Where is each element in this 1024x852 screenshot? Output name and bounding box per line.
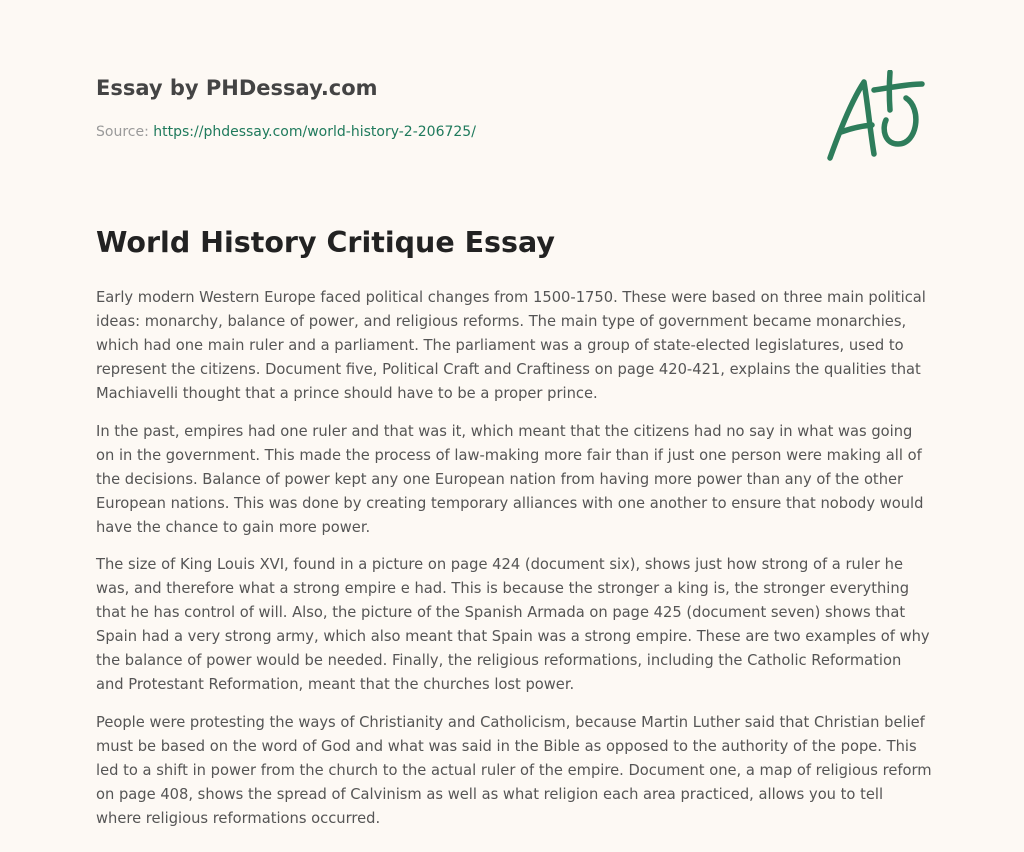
essay-paragraph: In the past, empires had one ruler and that was it, which meant that the citizens had no say in what was going on in the government. This made the process of law-making more fair than if just one person were making all of the decisions. Balance of power kept any one European nation from having more power than any of the other European nations. This was done by creating temporary alliances with one another to ensure that nobody would have the chance to gain more power. <box>96 422 924 536</box>
essay-paragraph: People were protesting the ways of Christianity and Catholicism, because Martin Luther said that Christian belief must be based on the word of God and what was said in the Bible as opposed to the authority of the pope. This led to a shift in power from the church to the actual ruler of the empire. Document one, a map of religious reform on page 408, shows the spread of Calvinism as well as what religion each area practiced, allows you to tell where religious reformations occurred. <box>96 713 932 827</box>
a-plus-logo-icon <box>826 70 926 162</box>
essay-paragraph: Early modern Western Europe faced political changes from 1500-1750. These were based on three main political ideas: monarchy, balance of power, and religious reforms. The main type of government became monarchies, which had one main ruler and a parliament. The parliament was a group of state-elected legislatures, used to represent the citizens. Document five, Political Craft and Craftiness on page 420-421, explains the qualities that Machiavelli thought that a prince should have to be a proper prince. <box>96 289 926 402</box>
source-link[interactable]: https://phdessay.com/world-history-2-206725/ <box>153 124 476 140</box>
essay-paragraph: The size of King Louis XVI, found in a picture on page 424 (document six), shows just how strong of a ruler he was, and therefore what a strong empire e had. This is because the stronger a king is, the stronger everything that he has control of will. Also, the picture of the Spanish Armada on page 425 (document seven) shows that Spain had a very strong army, which also meant that Spain was a strong empire. These are two examples of why the balance of power would be needed. Finally, the religious reformations, including the Catholic Reformation and Protestant Reformation, meant that the churches lost power. <box>96 556 930 693</box>
essay-title: World History Critique Essay <box>96 226 555 259</box>
source-line <box>96 124 476 140</box>
essay-body <box>96 286 932 844</box>
site-title: Essay by PHDessay.com <box>96 76 378 100</box>
source-label: Source: <box>96 124 149 140</box>
